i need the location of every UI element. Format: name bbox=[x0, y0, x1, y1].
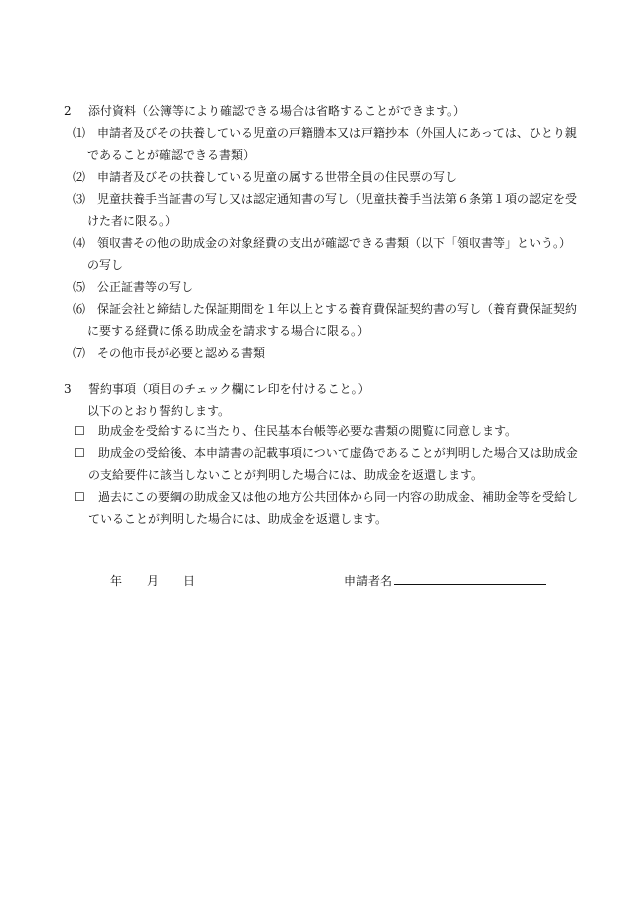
date-fields bbox=[110, 572, 195, 589]
attachment-item-4 bbox=[73, 232, 573, 276]
month-label: 月 bbox=[147, 574, 160, 588]
item-marker: ⑹ bbox=[73, 302, 86, 316]
pledge-intro: 以下のとおり誓約します。 bbox=[87, 404, 231, 418]
item-marker: ⑺ bbox=[73, 346, 86, 360]
pledge-text: 助成金を受給するに当たり、住民基本台帳等必要な書類の閲覧に同意します。 bbox=[98, 424, 518, 438]
day-label: 日 bbox=[183, 574, 196, 588]
item-marker: ⑵ bbox=[73, 170, 86, 184]
year-label: 年 bbox=[110, 574, 123, 588]
checkbox-icon[interactable]: ☐ bbox=[74, 490, 85, 504]
applicant-label: 申請者名 bbox=[344, 574, 393, 588]
pledge-text: 助成金の受給後、本申請書の記載事項について虚偽であることが判明した場合又は助成金 bbox=[98, 446, 578, 460]
pledge-heading bbox=[64, 380, 370, 397]
item-marker: ⑴ bbox=[73, 126, 86, 140]
item-text: 保証会社と締結した保証期間を１年以上とする養育費保証契約書の写し（養育費保証契約 bbox=[97, 302, 578, 316]
item-text-continued: の写し bbox=[87, 258, 124, 272]
attachment-item-2 bbox=[73, 166, 573, 188]
pledge-item-2 bbox=[74, 442, 578, 486]
pledge-text-continued: の支給要件に該当しないことが判明した場合には、助成金を返還します。 bbox=[88, 468, 484, 482]
item-marker: ⑸ bbox=[73, 280, 86, 294]
pledge-item-3 bbox=[74, 486, 579, 530]
item-text: 申請者及びその扶養している児童の戸籍謄本又は戸籍抄本（外国人にあっては、ひとり親 bbox=[97, 126, 577, 140]
item-text-continued: に要する経費に係る助成金を請求する場合に限る。） bbox=[87, 324, 370, 338]
section-title: 誓約事項（項目のチェック欄にレ印を付けること。） bbox=[88, 382, 370, 396]
item-marker: ⑷ bbox=[73, 236, 86, 250]
item-text-continued: であることが確認できる書類） bbox=[87, 148, 256, 162]
pledge-text: 過去にこの要綱の助成金又は他の地方公共団体から同一内容の助成金、補助金等を受給し bbox=[98, 490, 579, 504]
section-title: 添付資料（公簿等により確認できる場合は省略することができます。） bbox=[88, 104, 466, 118]
item-text: 申請者及びその扶養している児童の属する世帯全員の住民票の写し bbox=[97, 170, 458, 184]
item-text-continued: けた者に限る。） bbox=[87, 214, 178, 228]
checkbox-icon[interactable]: ☐ bbox=[74, 424, 85, 438]
item-marker: ⑶ bbox=[73, 192, 86, 206]
item-text: その他市長が必要と認める書類 bbox=[97, 346, 266, 360]
pledge-text-continued: ていることが判明した場合には、助成金を返還します。 bbox=[88, 512, 388, 526]
item-text: 公正証書等の写し bbox=[97, 280, 194, 294]
applicant-signature bbox=[344, 572, 546, 589]
attachment-item-6 bbox=[73, 298, 578, 342]
section-number: 2 bbox=[64, 104, 72, 118]
attachment-item-3 bbox=[73, 188, 578, 232]
item-text: 領収書その他の助成金の対象経費の支出が確認できる書類（以下「領収書等」という。） bbox=[97, 236, 572, 250]
applicant-name-line[interactable] bbox=[394, 572, 546, 585]
attachments-heading bbox=[64, 102, 465, 119]
item-text: 児童扶養手当証書の写し又は認定通知書の写し（児童扶養手当法第６条第１項の認定を受 bbox=[97, 192, 578, 206]
attachment-item-1 bbox=[73, 122, 577, 166]
pledge-item-1 bbox=[74, 420, 574, 442]
attachment-item-5 bbox=[73, 276, 573, 298]
checkbox-icon[interactable]: ☐ bbox=[74, 446, 85, 460]
attachment-item-7 bbox=[73, 342, 573, 364]
section-number: 3 bbox=[64, 382, 72, 396]
